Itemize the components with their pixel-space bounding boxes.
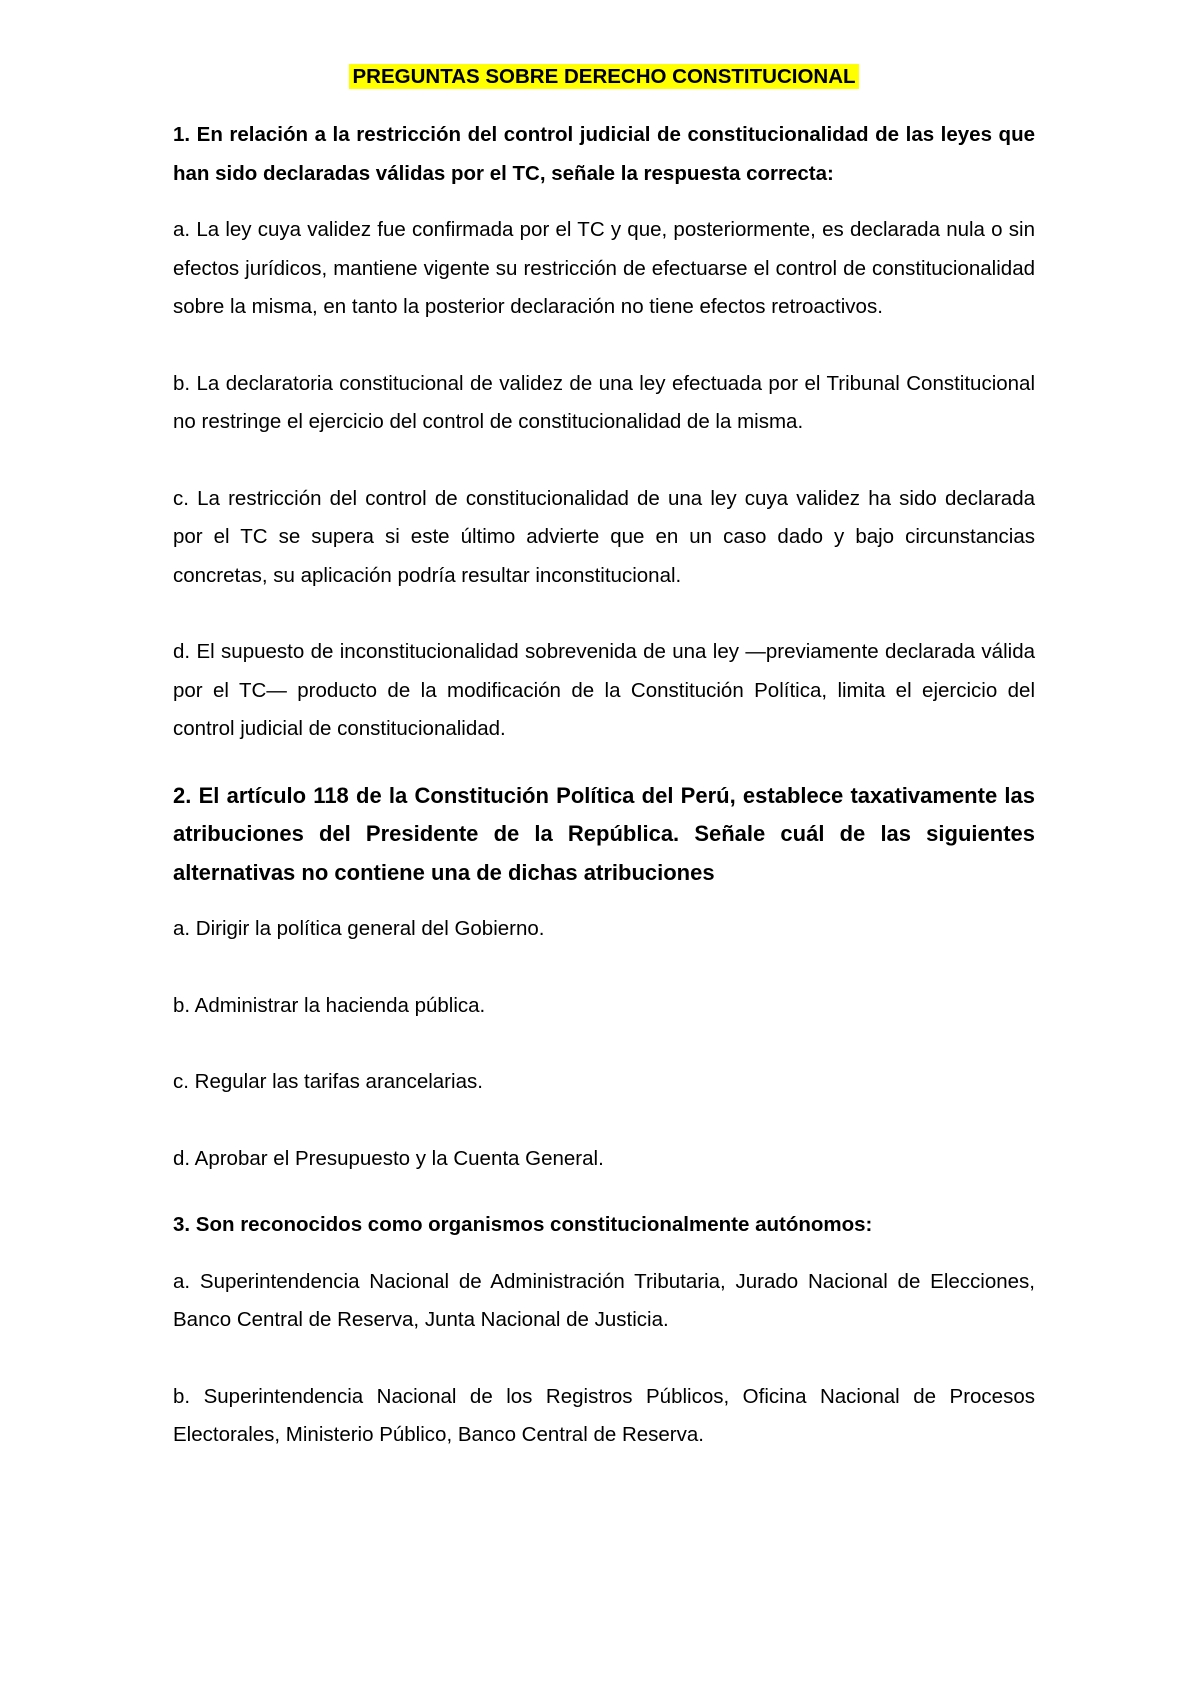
- question-3-option-b: b. Superintendencia Nacional de los Registros Públicos, Oficina Nacional de Procesos Electorales, Ministerio Público, Banco Central de Reserva.: [173, 1384, 1035, 1446]
- question-3: 3. Son reconocidos como organismos constitucionalmente autónomos:: [173, 1213, 873, 1236]
- question-2-option-c: c. Regular las tarifas arancelarias.: [173, 1070, 483, 1093]
- title-wrap: [173, 60, 1035, 94]
- question-3-option-a: a. Superintendencia Nacional de Administración Tributaria, Jurado Nacional de Elecciones, Banco Central de Reserva, Junta Nacional de Justicia.: [173, 1269, 1035, 1331]
- question-2: 2. El artículo 118 de la Constitución Política del Perú, establece taxativamente las atribuciones del Presidente de la República. Señale cuál de las siguientes alternativas no contiene una de dichas atribuciones: [173, 782, 1035, 885]
- question-1-option-b: b. La declaratoria constitucional de validez de una ley efectuada por el Tribunal Constitucional no restringe el ejercicio del control de constitucionalidad de la misma.: [173, 371, 1035, 433]
- question-1-option-c: c. La restricción del control de constitucionalidad de una ley cuya validez ha sido declarada por el TC se supera si este último advierte que en un caso dado y bajo circunstancias concretas, su aplicación podría resultar inconstitucional.: [173, 486, 1035, 587]
- document-page: [173, 60, 1035, 1493]
- document-title: PREGUNTAS SOBRE DERECHO CONSTITUCIONAL: [349, 64, 858, 89]
- question-1: 1. En relación a la restricción del control judicial de constitucionalidad de las leyes que han sido declaradas válidas por el TC, señale la respuesta correcta:: [173, 123, 1035, 185]
- question-2-option-a: a. Dirigir la política general del Gobierno.: [173, 917, 545, 940]
- question-1-option-a: a. La ley cuya validez fue confirmada por el TC y que, posteriormente, es declarada nula o sin efectos jurídicos, mantiene vigente su restricción de efectuarse el control de constitucionalidad sobre la misma, en tanto la posterior declaración no tiene efectos retroactivos.: [173, 218, 1035, 318]
- question-2-option-d: d. Aprobar el Presupuesto y la Cuenta General.: [173, 1146, 604, 1170]
- question-2-option-b: b. Administrar la hacienda pública.: [173, 993, 486, 1017]
- question-1-option-d: d. El supuesto de inconstitucionalidad sobrevenida de una ley —previamente declarada válida por el TC— producto de la modificación de la Constitución Política, limita el ejercicio del control judicial de constitucionalidad.: [173, 640, 1035, 740]
